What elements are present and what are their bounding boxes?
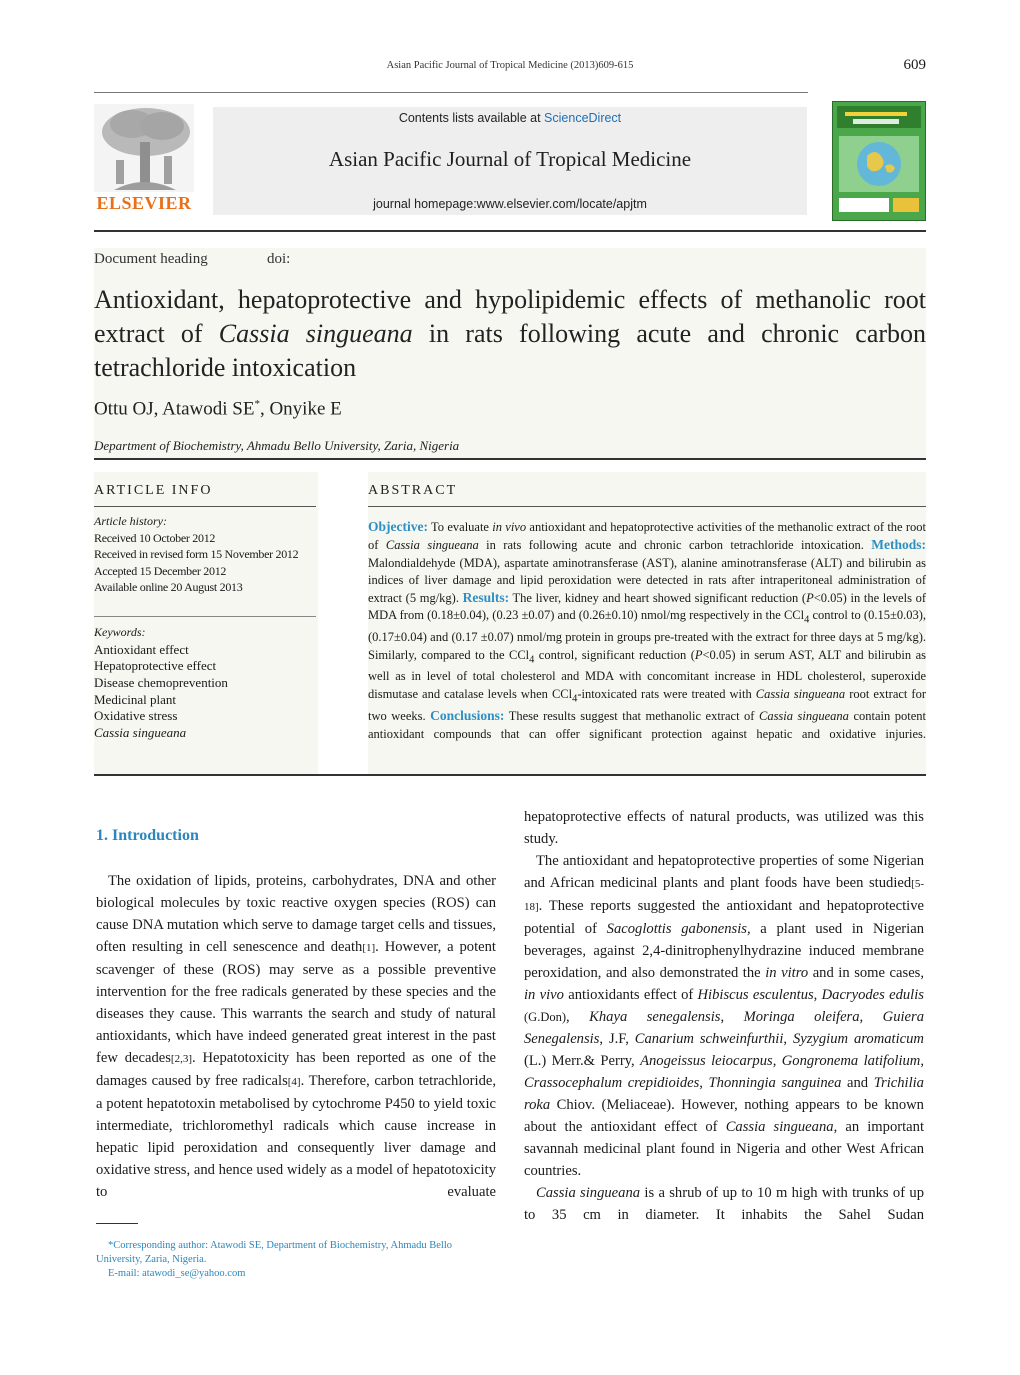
subscript: 4 [529,654,535,666]
title-part-2: in rats following acute and chronic carbon tetrachloride intoxication [94,319,927,382]
paragraph [524,850,924,1182]
sciencedirect-link[interactable]: ScienceDirect [544,111,622,125]
authors [94,398,342,420]
abstract-italic: in vivo [492,520,527,534]
abstract-italic: P [694,647,703,662]
history-received: Received 10 October 2012 [94,531,216,545]
abstract-segment: control, significant reduction ( [534,647,695,662]
article-info-heading: ARTICLE INFO [94,483,213,498]
paragraph: hepatoprotective effects of natural products, was utilized was this study. [524,809,924,847]
keyword-item: Disease chemoprevention [94,675,228,690]
text-segment: The oxidation of lipids, proteins, carbohydrates, DNA and other biological molecules by toxic reactive oxygen species (ROS) can cause DNA mutation which serve to damage target cells and tissues, often resulting in cell senescence and death [96,873,496,955]
text-segment: is a shrub of up to 10 m high with trunks of up to 35 cm in diameter. It inhabits the Sahel Sudan [524,1185,924,1223]
species-name: Trichilia roka [524,1075,924,1113]
text-segment: . Therefore, carbon tetrachloride, a potent hepatotoxin metabolised by cytochrome P450 to yield toxic intermediate, trichloromethyl radicals which cause increase in hepatic lipid peroxidation and consequently liver damage and oxidative stress, and hence used widely as a model of hepatotoxicity to evaluate [96,1073,496,1200]
separator: and [847,1075,869,1091]
italic-term: in vitro [765,965,809,981]
paragraph [524,1182,924,1226]
history-online: Available online 20 August 2013 [94,580,243,594]
text-segment: . Hepatotoxicity has been reported as one of the damages caused by free radicals [96,1050,496,1089]
text-segment: , a plant used in Nigerian beverages, against 2,4-dinitrophenylhydrazine induced membrane peroxidation, and also demonstrated the [524,921,924,981]
abstract-rule [368,506,926,507]
citation[interactable]: [2,3] [170,1053,192,1065]
article-title [94,283,926,385]
contents-line [213,111,807,125]
abstract-segment: These results suggest that methanolic extract of [508,709,755,724]
affiliation: Department of Biochemistry, Ahmadu Bello University, Zaria, Nigeria [94,438,460,453]
footnote-rule [96,1223,138,1224]
citation[interactable]: [1] [362,942,376,954]
separator: , [920,1053,925,1069]
citation[interactable]: [5-18] [524,878,924,913]
species-name: Moringa oleifera [743,1009,860,1025]
keyword-item: Medicinal plant [94,692,176,707]
text-segment: Chiov. (Meliaceae). However, nothing appears to be known about the antioxidant effect of [524,1097,924,1135]
separator: , [783,1031,788,1047]
keywords-label: Keywords: [94,625,146,639]
abstract-heading: ABSTRACT [368,483,458,498]
species-name: Cassia singueana [536,1185,641,1201]
methods-label: Methods: [871,537,927,553]
corresponding-author-footnote [96,1239,496,1281]
authority: , J.F, [599,1031,629,1047]
abstract-segment: The liver, kidney and heart showed significant reduction ( [512,591,807,606]
elsevier-wordmark: ELSEVIER [96,193,192,213]
species-name: Dacryodes edulis [821,987,924,1003]
abstract-species: Cassia singueana [758,709,849,724]
abstract-segment: <0.05) in serum AST, ALT and bilirubin as well as in level of total cholesterol and MDA with concomitant increase in HDL cholesterol, superoxide dismutase and catalase levels when CCl [368,647,926,701]
keyword-item: Antioxidant effect [94,642,189,657]
footnote-email[interactable]: E-mail: atawodi_se@yahoo.com [108,1268,246,1279]
abstract-segment: root extract for two weeks. [368,686,926,724]
header-rule [94,92,808,93]
results-label: Results: [462,590,510,606]
text-segment: The antioxidant and hepatoprotective properties of some Nigerian and African medicinal plants and plant foods have been studied [524,853,924,891]
separator: , [699,1075,703,1091]
abstract-segment: antioxidant and hepatoprotective activities of the methanolic extract of the root of [368,520,927,553]
citation[interactable]: [4] [287,1076,301,1088]
keywords-rule [94,616,316,617]
body-column-left [96,870,496,1203]
text-segment: and in some cases, [812,965,924,981]
journal-cover-image [832,101,926,221]
species-name: Khaya senegalensis [589,1009,721,1025]
keyword-item: Oxidative stress [94,708,178,723]
text-segment: . However, a potent scavenger of these (ROS) may serve as a possible preventive intervention for the free radicals generated by these species and the diseases they cause. This warrants the search and study of natural antioxidants, which have indeed generated great interest in the past few decades [96,939,496,1066]
abstract-segment: -intoxicated rats were treated with [577,686,752,701]
authority: (G.Don) [524,1010,567,1024]
contents-prefix: Contents lists available at [398,111,541,125]
authors-first: Ottu OJ, Atawodi SE [94,398,255,420]
species-name: Sacoglottis gabonensis [606,921,747,937]
separator: , [813,987,818,1003]
keyword-item: Hepatoprotective effect [94,658,217,673]
doi-label: doi: [267,251,291,267]
title-species: Cassia singueana [218,319,413,348]
article-info-rule [94,506,316,507]
species-name: Crassocephalum crepidioides [524,1075,700,1091]
history-accepted: Accepted 15 December 2012 [94,564,227,578]
abstract-italic: P [806,591,814,606]
abstract-species: Cassia singueana [755,686,846,701]
corresponding-mark: * [254,398,260,410]
separator: , [859,1009,864,1025]
journal-homepage[interactable]: journal homepage:www.elsevier.com/locate/apjtm [373,197,647,211]
abstract-segment: in rats following acute and chronic carbon tetrachloride intoxication. [486,538,864,553]
species-name: Thonningia sanguinea [708,1075,842,1091]
top-rule [94,230,926,232]
section-title: 1. Introduction [96,827,199,844]
separator: , [772,1053,777,1069]
page-number: 609 [903,57,926,73]
italic-term: in vivo [524,987,564,1003]
species-name: Canarium schweinfurthii [634,1031,784,1047]
abstract-segment: <0.05) in the levels of MDA from (0.18±0.04), (0.23 ±0.07) and (0.26±0.10) nmol/mg respectively in the CCl [368,591,927,623]
abstract-segment: contain potent antioxidant compounds that can offer significant protection against hepatic and oxidative injuries. [368,709,926,741]
abstract-bottom-rule [94,774,926,776]
abstract-segment: To evaluate [431,520,489,534]
subscript: 4 [572,693,578,705]
text-segment: . These reports suggested the antioxidant and hepatoprotective potential of [524,898,924,937]
document-heading: Document heading [94,251,208,267]
species-name: Cassia singueana [725,1119,834,1135]
text-segment: antioxidants effect of [568,987,694,1003]
footnote-author: *Corresponding author: Atawodi SE, Department of Biochemistry, Ahmadu Bello University, Zaria, Nigeria. [96,1240,453,1265]
species-name: Gongronema latifolium [781,1053,921,1069]
conclusions-label: Conclusions: [430,708,505,724]
journal-title: Asian Pacific Journal of Tropical Medicine [328,147,692,171]
objective-label: Objective: [368,519,428,534]
mid-rule [94,458,926,460]
running-head: Asian Pacific Journal of Tropical Medicine (2013)609-615 [386,60,634,71]
subscript: 4 [804,614,810,626]
history-revised: Received in revised form 15 November 2012 [94,547,299,561]
species-name: Hibiscus esculentus [697,987,814,1003]
species-name: Anogeissus leiocarpus [640,1053,773,1069]
species-name: Syzygium aromaticum [792,1031,924,1047]
abstract-segment: Malondialdehyde (MDA), aspartate aminotransferase (AST), alanine aminotransferase (ALT) and bilirubin as indices of liver damage and lipid peroxidation were detected in rats after intraperitoneal administration of extract (5 mg/kg). [368,555,926,606]
keyword-item: Cassia singueana [94,725,187,740]
authority: (L.) Merr.& Perry, [524,1053,635,1069]
text-segment: , an important savannah medicinal plant found in Nigeria and other West African countries. [524,1119,924,1179]
species-name: Guiera Senegalensis [524,1009,925,1047]
separator: , [720,1009,725,1025]
separator: , [566,1009,570,1025]
authors-last: , Onyike E [259,398,342,420]
abstract-species: Cassia singueana [385,538,479,553]
history-label: Article history: [94,514,167,528]
body-column-right [524,806,924,1226]
abstract-segment: control to (0.15±0.03), (0.17±0.04) and (0.17 ±0.07) nmol/mg protein in groups pre-treated with the extract for three days at 5 mg/kg). Similarly, compared to the CCl [368,608,926,662]
masthead-box [213,107,807,215]
title-part-1: Antioxidant, hepatoprotective and hypolipidemic effects of methanolic root extract of [94,285,926,348]
paragraph [96,870,496,1203]
abstract-text [368,518,926,743]
